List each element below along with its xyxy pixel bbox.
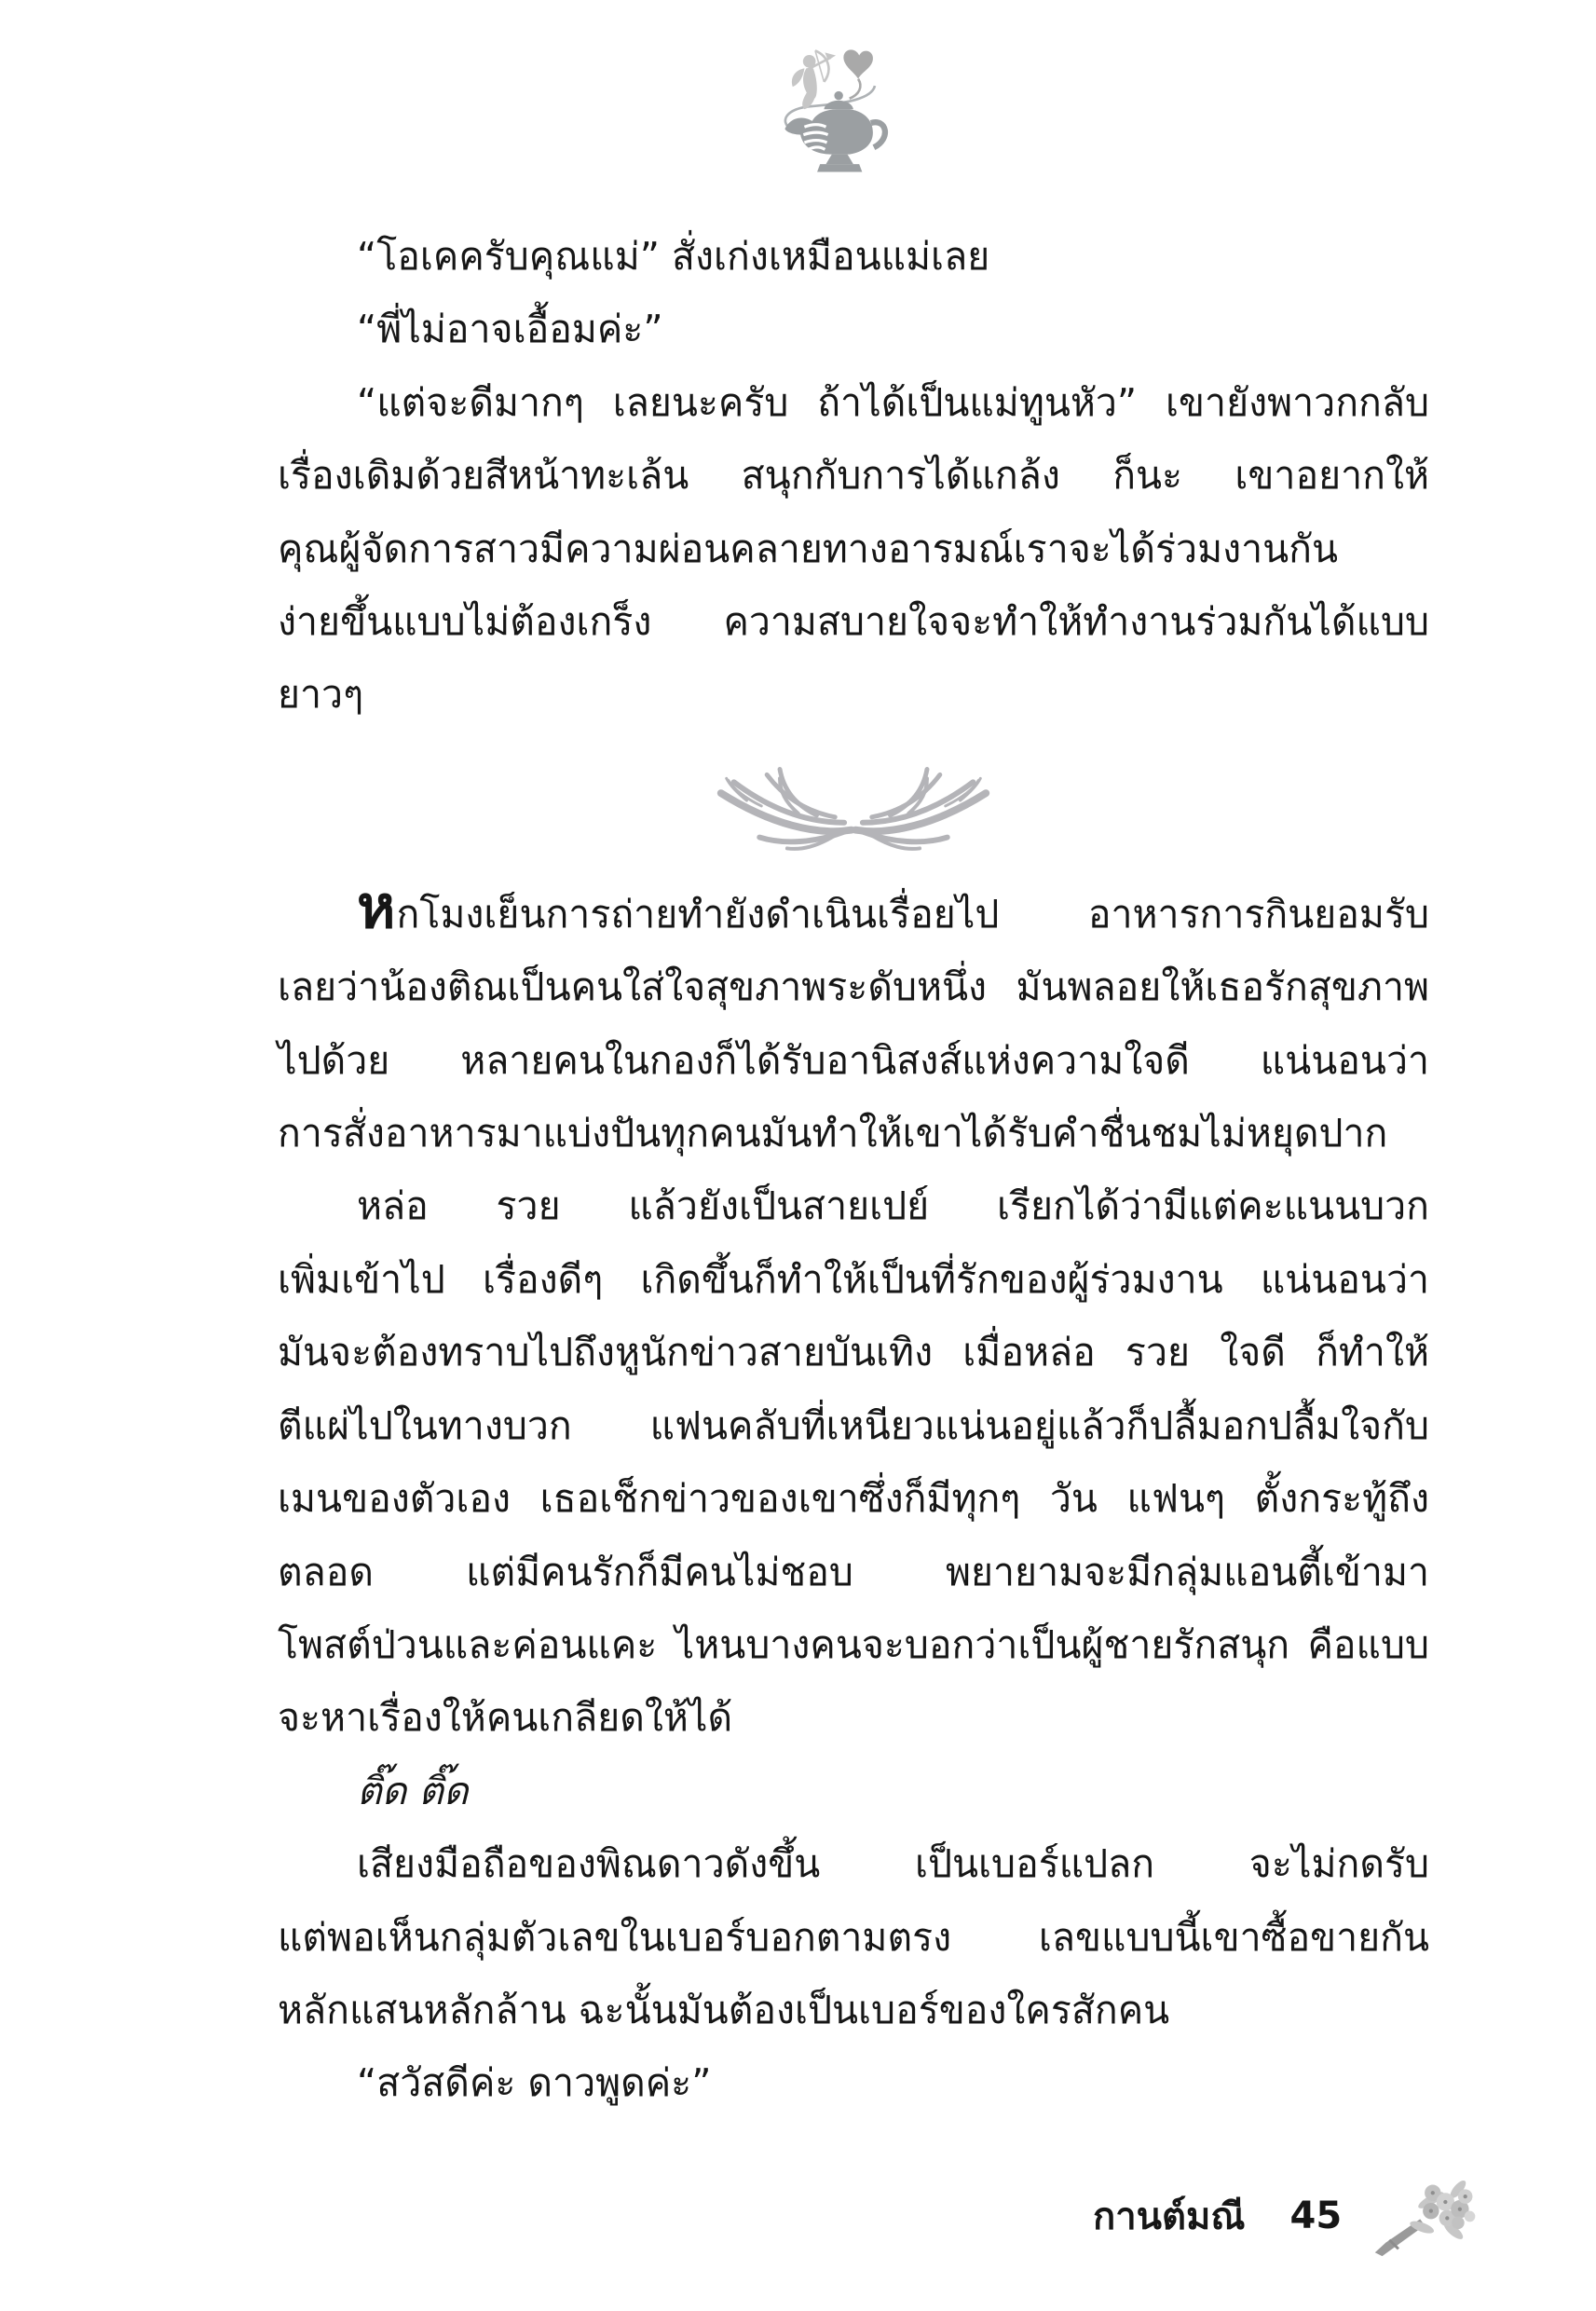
sound-effect-line: ติ๊ด ติ๊ด	[357, 1768, 469, 1813]
running-title: กานต์มณี	[1093, 2195, 1246, 2238]
dialogue-line: “โอเคครับคุณแม่” สั่งเก่งเหมือนแม่เลย	[357, 234, 990, 279]
text-line: การสั่งอาหารมาแบ่งปันทุกคนมันทำให้เขาได้รับคำชื่นชมไม่หยุดปาก	[278, 1111, 1388, 1156]
page-footer	[1093, 2167, 1485, 2264]
text-line: ง่ายขึ้นแบบไม่ต้องเกร็ง ความสบายใจจะทำให้ทำงานร่วมกันได้แบบ	[278, 599, 1429, 645]
text-line: คุณผู้จัดการสาวมีความผ่อนคลายทางอารมณ์เราจะได้ร่วมงานกัน	[278, 526, 1339, 571]
text-line: ตลอด แต่มีคนรักก็มีคนไม่ชอบ พยายามจะมีกลุ่มแอนตี้เข้ามา	[278, 1549, 1429, 1594]
genie-lamp-cupid-heart-icon	[777, 45, 894, 180]
dialogue-line: “สวัสดีค่ะ ดาวพูดค่ะ”	[357, 2060, 712, 2106]
dialogue-line: “พี่ไม่อาจเอื้อมค่ะ”	[357, 307, 663, 352]
flower-bouquet-icon	[1368, 2172, 1485, 2260]
text-line: เรื่องเดิมด้วยสีหน้าทะเล้น สนุกกับการได้แกล้ง ก็นะ เขาอยากให้	[278, 453, 1429, 499]
chapter-header-ornament	[777, 45, 894, 179]
cupid-figure	[792, 52, 836, 109]
page-number: 45	[1289, 2195, 1343, 2237]
text-line: “แต่จะดีมากๆ เลยนะครับ ถ้าได้เป็นแม่ทูนหัว” เขายังพาวกกลับ	[357, 379, 1429, 425]
text-line: ไปด้วย หลายคนในกองก็ได้รับอานิสงส์แห่งความใจดี แน่นอนว่า	[278, 1037, 1429, 1083]
text-line: ยาวๆ	[278, 672, 364, 718]
section-divider	[278, 732, 1429, 878]
text-line: เลยว่าน้องติณเป็นคนใส่ใจสุขภาพระดับหนึ่ง มันพลอยให้เธอรักสุขภาพ	[278, 964, 1429, 1010]
text-line: แต่พอเห็นกลุ่มตัวเลขในเบอร์บอกตามตรง เลขแบบนี้เขาซื้อขายกัน	[278, 1914, 1429, 1960]
text-line: หลักแสนหลักล้าน ฉะนั้นมันต้องเป็นเบอร์ของใครสักคน	[278, 1987, 1170, 2032]
heart-shape	[843, 49, 873, 98]
text-line: ตีแผ่ไปในทางบวก แฟนคลับที่เหนียวแน่นอยู่แล้วก็ปลื้มอกปลื้มใจกับ	[278, 1402, 1429, 1448]
page-text	[278, 220, 1429, 2120]
text-line: โพสต์ป่วนและค่อนแคะ ไหนบางคนจะบอกว่าเป็นผู้ชายรักสนุก คือแบบ	[278, 1621, 1429, 1667]
text-line: มันจะต้องทราบไปถึงหูนักข่าวสายบันเทิง เมื่อหล่อ รวย ใจดี ก็ทำให้	[278, 1330, 1429, 1375]
text-line: หล่อ รวย แล้วยังเป็นสายเปย์ เรียกได้ว่ามีแต่คะแนนบวก	[357, 1183, 1429, 1229]
text-line	[278, 872, 1429, 950]
genie-lamp-body	[784, 91, 872, 172]
text-line: จะหาเรื่องให้คนเกลียดให้ได้	[278, 1695, 733, 1741]
text-line: เสียงมือถือของพิณดาวดังขึ้น เป็นเบอร์แปลก จะไม่กดรับ	[357, 1841, 1429, 1887]
text-line: เมนของตัวเอง เธอเช็กข่าวของเขาซึ่งก็มีทุกๆ วัน แฟนๆ ตั้งกระทู้ถึง	[278, 1476, 1429, 1522]
text-line-rest: กโมงเย็นการถ่ายทำยังดำเนินเรื่อยไป อาหารการกินยอมรับ	[396, 891, 1429, 937]
leaf-fronds-divider-icon	[706, 757, 1001, 852]
text-line: เพิ่มเข้าไป เรื่องดีๆ เกิดขึ้นก็ทำให้เป็นที่รักของผู้ร่วมงาน แน่นอนว่า	[278, 1256, 1429, 1302]
drop-cap: ห	[357, 872, 397, 941]
